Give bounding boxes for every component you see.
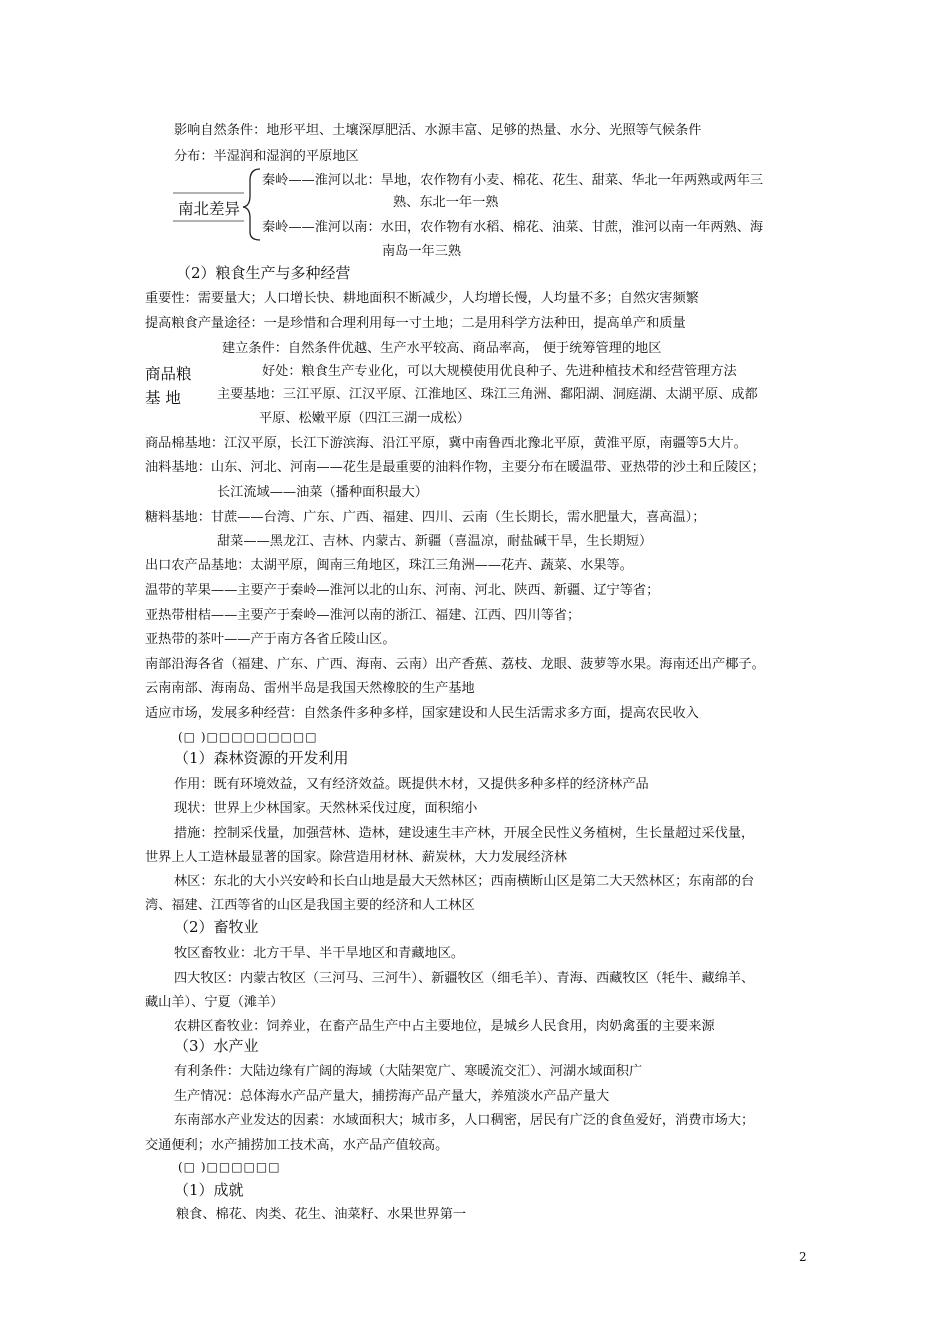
text-line: 油料基地：山东、河北、河南——花生是最重要的油料作物，主要分布在暖温带、亚热带的沙土和丘陵区； <box>145 460 765 475</box>
text-line: 重要性：需要量大；人口增长快、耕地面积不断减少，人均增长慢，人均量不多；自然灾害频繁 <box>145 291 699 306</box>
grain-benefit: 好处：粮食生产专业化，可以大规模使用优良种子、先进种植技术和经营管理方法 <box>262 364 737 379</box>
grain-condition: 建立条件：自然条件优越、生产水平较高、商品率高， 便于统筹管理的地区 <box>222 341 662 356</box>
north-line: 秦岭——淮河以北：旱地，农作物有小麦、棉花、花生、甜菜、华北一年两熟或两年三 <box>262 173 764 188</box>
text-line: 现状：世界上少林国家。天然林采伐过度，面积缩小 <box>174 801 478 816</box>
south-line: 秦岭——淮河以南：水田，农作物有水稻、棉花、油菜、甘蔗，淮河以南一年两熟、海 <box>262 220 764 235</box>
section-heading: （2）粮食生产与多种经营 <box>176 264 351 282</box>
text-line: 有利条件：大陆边缘有广阔的海域（大陆架宽广、寒暖流交汇）、河湖水域面积广 <box>174 1064 643 1079</box>
text-line: 东南部水产业发达的因素：水域面积大；城市多，人口稠密，居民有广泛的食鱼爱好，消费市场大； <box>174 1113 755 1128</box>
garbled-heading: (□ )□□□□□□□□□ <box>178 730 318 744</box>
page-number: 2 <box>799 1250 807 1264</box>
section-heading: （1）森林资源的开发利用 <box>174 749 349 767</box>
text-line: 农耕区畜牧业：饲养业，在畜产品生产中占主要地位，是城乡人民食用，肉奶禽蛋的主要来源 <box>174 1019 715 1034</box>
section-heading: （3）水产业 <box>174 1037 259 1055</box>
text-line: 交通便利；水产捕捞加工技术高，水产品产值较高。 <box>145 1138 449 1153</box>
north-line-cont: 熟、东北一年一熟 <box>393 195 499 210</box>
grain-base-label: 商品粮 <box>145 365 192 383</box>
text-line: 云南南部、海南岛、雷州半岛是我国天然橡胶的生产基地 <box>145 681 475 696</box>
text-line: 温带的苹果——主要产于秦岭—淮河以北的山东、河南、河北、陕西、新疆、辽宁等省； <box>145 583 660 598</box>
text-line: 适应市场，发展多种经营：自然条件多种多样，国家建设和人民生活需求多方面，提高农民收入 <box>145 706 699 721</box>
text-line: 四大牧区：内蒙古牧区（三河马、三河牛）、新疆牧区（细毛羊）、青海、西藏牧区（牦牛、藏绵羊、 <box>174 971 755 986</box>
text-line: 藏山羊）、宁夏（滩羊） <box>145 995 284 1010</box>
text-line: 甜菜——黑龙江、吉林、内蒙古、新疆（喜温凉，耐盐碱干旱，生长期短） <box>217 534 653 549</box>
garbled-heading: (□ )□□□□□□ <box>178 1160 281 1174</box>
grain-base-label-2: 基 地 <box>145 389 181 407</box>
south-line-cont: 南岛一年三熟 <box>382 244 462 259</box>
text-line: 林区：东北的大小兴安岭和长白山地是最大天然林区；西南横断山区是第二大天然林区；东南部的台 <box>174 874 755 889</box>
text-line: 提高粮食产量途径：一是珍惜和合理利用每一寸土地；二是用科学方法种田，提高单产和质量 <box>145 316 686 331</box>
text-line: 出口农产品基地：太湖平原，闽南三角地区，珠江三角洲——花卉、蔬菜、水果等。 <box>145 558 633 573</box>
text-line: 湾、福建、江西等省的山区是我国主要的经济和人工林区 <box>145 898 475 913</box>
text-line: 生产情况：总体海水产品产量大，捕捞海产品产量大，养殖淡水产品产量大 <box>174 1089 610 1104</box>
text-line: 亚热带的茶叶——产于南方各省丘陵山区。 <box>145 632 396 647</box>
text-line: 商品棉基地：江汉平原，长江下游滨海、沿江平原，冀中南鲁西北豫北平原，黄淮平原，南疆等5大片。 <box>145 436 747 451</box>
section-heading: （1）成就 <box>174 1181 244 1199</box>
north-south-label: 南北差异 <box>178 200 241 218</box>
text-line: 影响自然条件：地形平坦、土壤深厚肥活、水源丰富、足够的热量、水分、光照等气候条件 <box>174 123 702 138</box>
section-heading: （2）畜牧业 <box>174 918 259 936</box>
text-line: 南部沿海各省（福建、广东、广西、海南、云南）出产香蕉、荔枝、龙眼、菠萝等水果。海南还出产椰子。 <box>145 657 765 672</box>
text-line: 作用：既有环境效益，又有经济效益。既提供木材，又提供多种多样的经济林产品 <box>174 777 649 792</box>
text-line: 分布：半湿润和湿润的平原地区 <box>174 149 359 164</box>
grain-bases: 主要基地：三江平原、江汉平原、江淮地区、珠江三角洲、鄱阳湖、洞庭湖、太湖平原、成都 <box>217 387 758 402</box>
text-line: 粮食、棉花、肉类、花生、油菜籽、水果世界第一 <box>176 1207 467 1222</box>
text-line: 牧区畜牧业：北方干旱、半干旱地区和青藏地区。 <box>174 946 465 961</box>
text-line: 措施：控制采伐量，加强营林、造林，建设速生丰产林，开展全民性义务植树，生长量超过采伐量， <box>174 826 755 841</box>
text-line: 糖料基地：甘蔗——台湾、广东、广西、福建、四川、云南（生长期长，需水肥量大，喜高温）； <box>145 510 706 525</box>
grain-bases-cont: 平原、松嫩平原（四江三湖一成松） <box>259 411 470 426</box>
text-line: 世界上人工造林最显著的国家。除营造用材林、薪炭林，大力发展经济林 <box>145 850 567 865</box>
text-line: 长江流域——油菜（播种面积最大） <box>217 485 428 500</box>
text-line: 亚热带柑桔——主要产于秦岭—淮河以南的浙江、福建、江西、四川等省； <box>145 608 581 623</box>
